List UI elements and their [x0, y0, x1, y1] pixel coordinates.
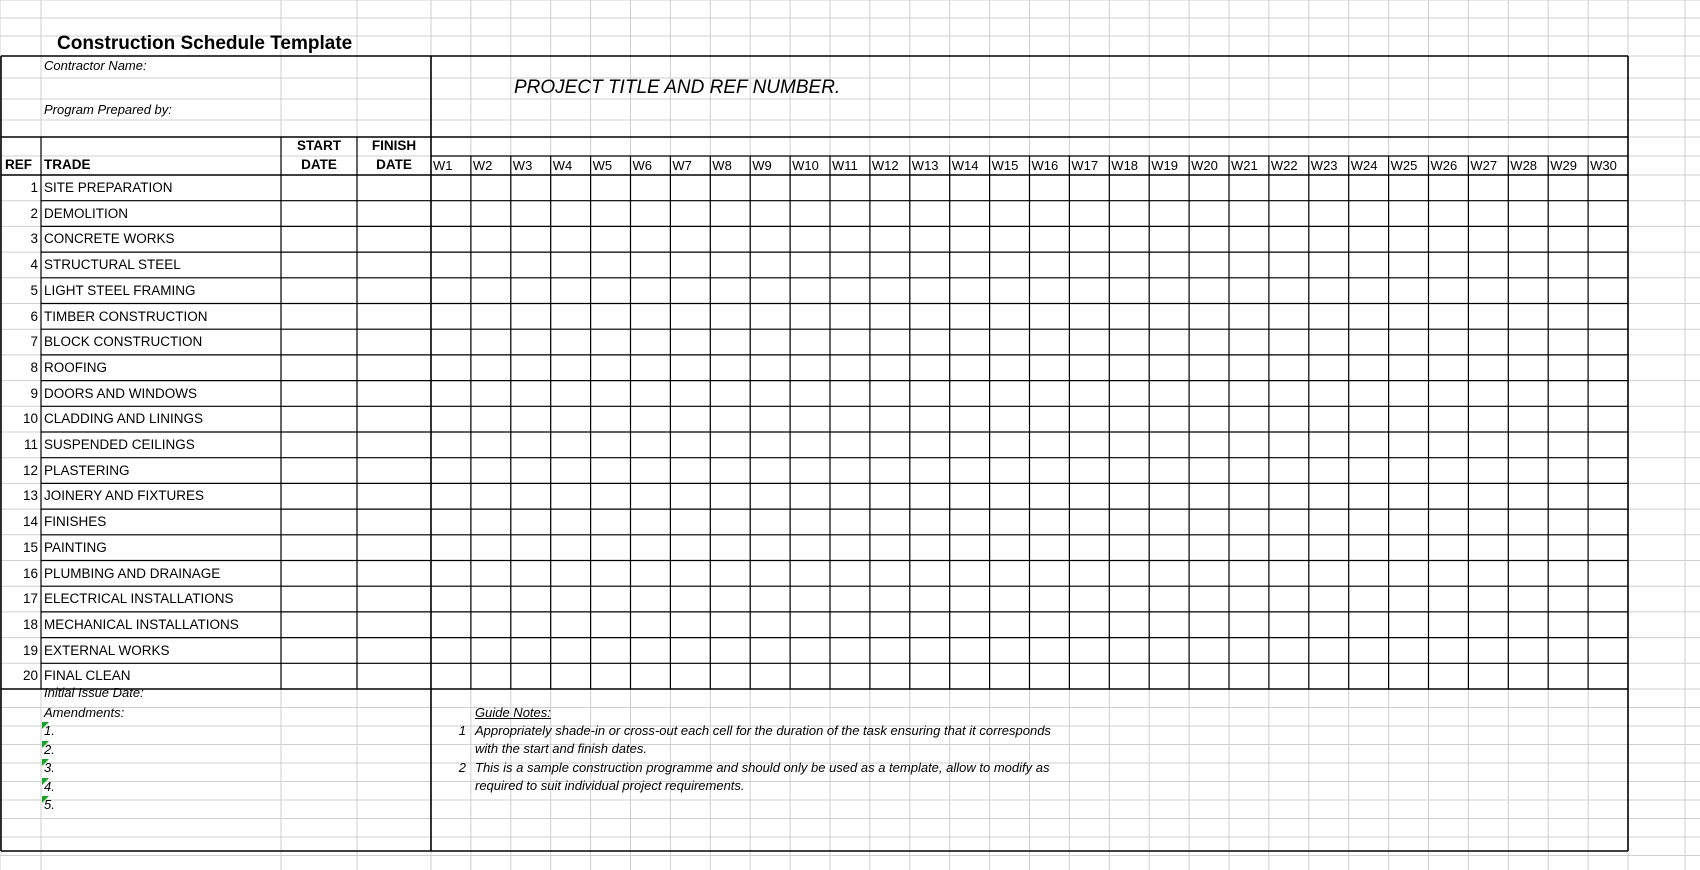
contractor-name-label: Contractor Name: — [44, 58, 147, 73]
trade-ref: 8 — [30, 359, 38, 375]
trade-ref: 13 — [22, 488, 38, 504]
trade-ref: 15 — [22, 539, 38, 555]
start-date-cell[interactable] — [281, 201, 357, 227]
trade-ref: 17 — [22, 591, 38, 607]
amendments-label: Amendments: — [44, 705, 125, 720]
finish-date-cell[interactable] — [357, 586, 431, 612]
week-header-w30: W30 — [1590, 158, 1617, 173]
trade-ref: 4 — [30, 257, 38, 273]
sheet-title: Construction Schedule Template — [57, 33, 353, 54]
finish-date-cell[interactable] — [357, 663, 431, 689]
week-header-w2: W2 — [472, 158, 493, 173]
trade-ref: 11 — [23, 437, 38, 452]
trade-name: FINAL CLEAN — [44, 668, 131, 684]
start-date-cell[interactable] — [281, 175, 357, 201]
trade-name: JOINERY AND FIXTURES — [44, 488, 205, 504]
week-header-w24: W24 — [1350, 158, 1378, 173]
trade-name: LIGHT STEEL FRAMING — [44, 282, 196, 298]
week-header-w26: W26 — [1430, 158, 1458, 173]
trade-ref: 18 — [22, 616, 38, 632]
week-header-w23: W23 — [1310, 158, 1338, 173]
start-date-cell[interactable] — [281, 638, 357, 664]
start-date-cell[interactable] — [281, 329, 357, 355]
trade-name: SITE PREPARATION — [44, 180, 173, 195]
week-header-w12: W12 — [871, 158, 899, 173]
week-header-w10: W10 — [792, 158, 819, 173]
finish-date-cell[interactable] — [357, 638, 431, 664]
finish-date-cell[interactable] — [357, 535, 431, 561]
trade-name: CLADDING AND LININGS — [44, 411, 204, 427]
week-header-w21: W21 — [1231, 158, 1258, 173]
trade-name: MECHANICAL INSTALLATIONS — [44, 616, 239, 632]
note-1-line2: with the start and finish dates. — [475, 741, 647, 756]
trade-name: FINISHES — [44, 514, 107, 530]
trade-name: PAINTING — [44, 539, 107, 555]
trade-ref: 16 — [22, 565, 38, 581]
finish-date-cell[interactable] — [357, 252, 431, 278]
trade-ref: 3 — [30, 231, 38, 247]
amendment-item: 2. — [44, 741, 55, 757]
start-date-cell[interactable] — [281, 406, 357, 432]
start-date-cell[interactable] — [281, 561, 357, 587]
note-2-number: 2 — [458, 760, 466, 775]
trade-ref: 6 — [30, 308, 38, 324]
finish-date-header-line1: FINISH — [371, 138, 417, 153]
start-date-cell[interactable] — [281, 304, 357, 330]
trade-ref: 9 — [30, 385, 38, 401]
week-header-w19: W19 — [1151, 158, 1178, 173]
trade-name: BLOCK CONSTRUCTION — [44, 334, 203, 350]
trade-header: TRADE — [44, 157, 91, 172]
trade-ref: 19 — [22, 642, 38, 658]
week-header-w17: W17 — [1071, 158, 1099, 173]
trade-name: ROOFING — [44, 359, 107, 375]
amendment-item: 5. — [44, 797, 55, 812]
trade-name: CONCRETE WORKS — [44, 231, 175, 247]
note-1-line1: Appropriately shade-in or cross-out each cell for the duration of the task ensuring that it corresponds — [475, 723, 1051, 738]
finish-date-cell[interactable] — [357, 201, 431, 227]
start-date-cell[interactable] — [281, 612, 357, 638]
week-header-w22: W22 — [1270, 158, 1298, 173]
start-date-cell[interactable] — [281, 483, 357, 509]
week-header-w11: W11 — [832, 158, 858, 173]
trade-name: ELECTRICAL INSTALLATIONS — [44, 591, 234, 607]
week-header-w8: W8 — [712, 158, 732, 173]
finish-date-cell[interactable] — [357, 226, 431, 252]
trade-name: PLUMBING AND DRAINAGE — [44, 565, 221, 581]
start-date-cell[interactable] — [281, 586, 357, 612]
trade-ref: 12 — [22, 462, 38, 478]
trade-name: STRUCTURAL STEEL — [44, 257, 181, 273]
finish-date-cell[interactable] — [357, 406, 431, 432]
trade-name: SUSPENDED CEILINGS — [44, 437, 195, 452]
start-date-cell[interactable] — [281, 458, 357, 484]
amendment-item: 1. — [44, 723, 55, 738]
week-header-w13: W13 — [911, 158, 939, 173]
week-header-w4: W4 — [552, 158, 573, 173]
finish-date-cell[interactable] — [357, 509, 431, 535]
week-header-w3: W3 — [512, 158, 533, 173]
note-2-line1: This is a sample construction programme and should only be used as a template, allow to modify as — [475, 760, 1050, 775]
start-date-cell[interactable] — [281, 278, 357, 304]
trade-ref: 1 — [30, 180, 38, 195]
trade-name: TIMBER CONSTRUCTION — [44, 308, 208, 324]
trade-name: DOORS AND WINDOWS — [44, 385, 198, 401]
week-header-w28: W28 — [1510, 158, 1538, 173]
finish-date-cell[interactable] — [357, 483, 431, 509]
initial-issue-label: Initial Issue Date: — [44, 685, 144, 700]
start-date-header-line2: DATE — [301, 157, 337, 172]
trade-ref: 10 — [22, 411, 38, 427]
week-header-w6: W6 — [632, 158, 652, 173]
trade-ref: 14 — [22, 514, 38, 530]
start-date-header-line1: START — [297, 138, 341, 153]
week-header-w15: W15 — [991, 158, 1019, 173]
start-date-cell[interactable] — [281, 509, 357, 535]
finish-date-cell[interactable] — [357, 304, 431, 330]
ref-header: REF — [5, 157, 32, 172]
start-date-cell[interactable] — [281, 535, 357, 561]
program-prepared-label: Program Prepared by: — [44, 102, 172, 117]
week-header-w16: W16 — [1031, 158, 1059, 173]
start-date-cell[interactable] — [281, 226, 357, 252]
finish-date-cell[interactable] — [357, 561, 431, 587]
guide-notes-title: Guide Notes: — [475, 705, 551, 720]
finish-date-cell[interactable] — [357, 612, 431, 638]
amendment-item: 4. — [44, 778, 55, 794]
week-header-w29: W29 — [1550, 158, 1577, 173]
finish-date-cell[interactable] — [357, 175, 431, 201]
week-header-w5: W5 — [592, 158, 613, 173]
trade-ref: 7 — [30, 334, 38, 350]
week-header-w20: W20 — [1191, 158, 1218, 173]
week-header-w14: W14 — [951, 158, 979, 173]
finish-date-cell[interactable] — [357, 355, 431, 381]
trade-name: EXTERNAL WORKS — [44, 642, 170, 658]
finish-date-cell[interactable] — [357, 278, 431, 304]
trade-ref: 20 — [22, 668, 38, 684]
week-header-w9: W9 — [752, 158, 772, 173]
note-1-number: 1 — [458, 723, 466, 738]
start-date-cell[interactable] — [281, 252, 357, 278]
start-date-cell[interactable] — [281, 663, 357, 689]
note-2-line2: required to suit individual project requirements. — [475, 778, 745, 793]
week-header-w27: W27 — [1470, 158, 1498, 173]
finish-date-cell[interactable] — [357, 329, 431, 355]
trade-ref: 2 — [30, 205, 38, 221]
week-header-w18: W18 — [1111, 158, 1139, 173]
trade-name: DEMOLITION — [44, 205, 129, 221]
start-date-cell[interactable] — [281, 355, 357, 381]
week-header-w1: W1 — [433, 158, 453, 173]
finish-date-cell[interactable] — [357, 381, 431, 407]
amendment-item: 3. — [44, 760, 55, 775]
finish-date-cell[interactable] — [357, 432, 431, 458]
finish-date-header-line2: DATE — [376, 157, 412, 172]
project-title: PROJECT TITLE AND REF NUMBER. — [514, 77, 841, 98]
start-date-cell[interactable] — [281, 432, 357, 458]
start-date-cell[interactable] — [281, 381, 357, 407]
week-header-w7: W7 — [672, 158, 692, 173]
finish-date-cell[interactable] — [357, 458, 431, 484]
trade-ref: 5 — [30, 282, 38, 298]
week-header-w25: W25 — [1390, 158, 1418, 173]
trade-name: PLASTERING — [44, 462, 130, 478]
